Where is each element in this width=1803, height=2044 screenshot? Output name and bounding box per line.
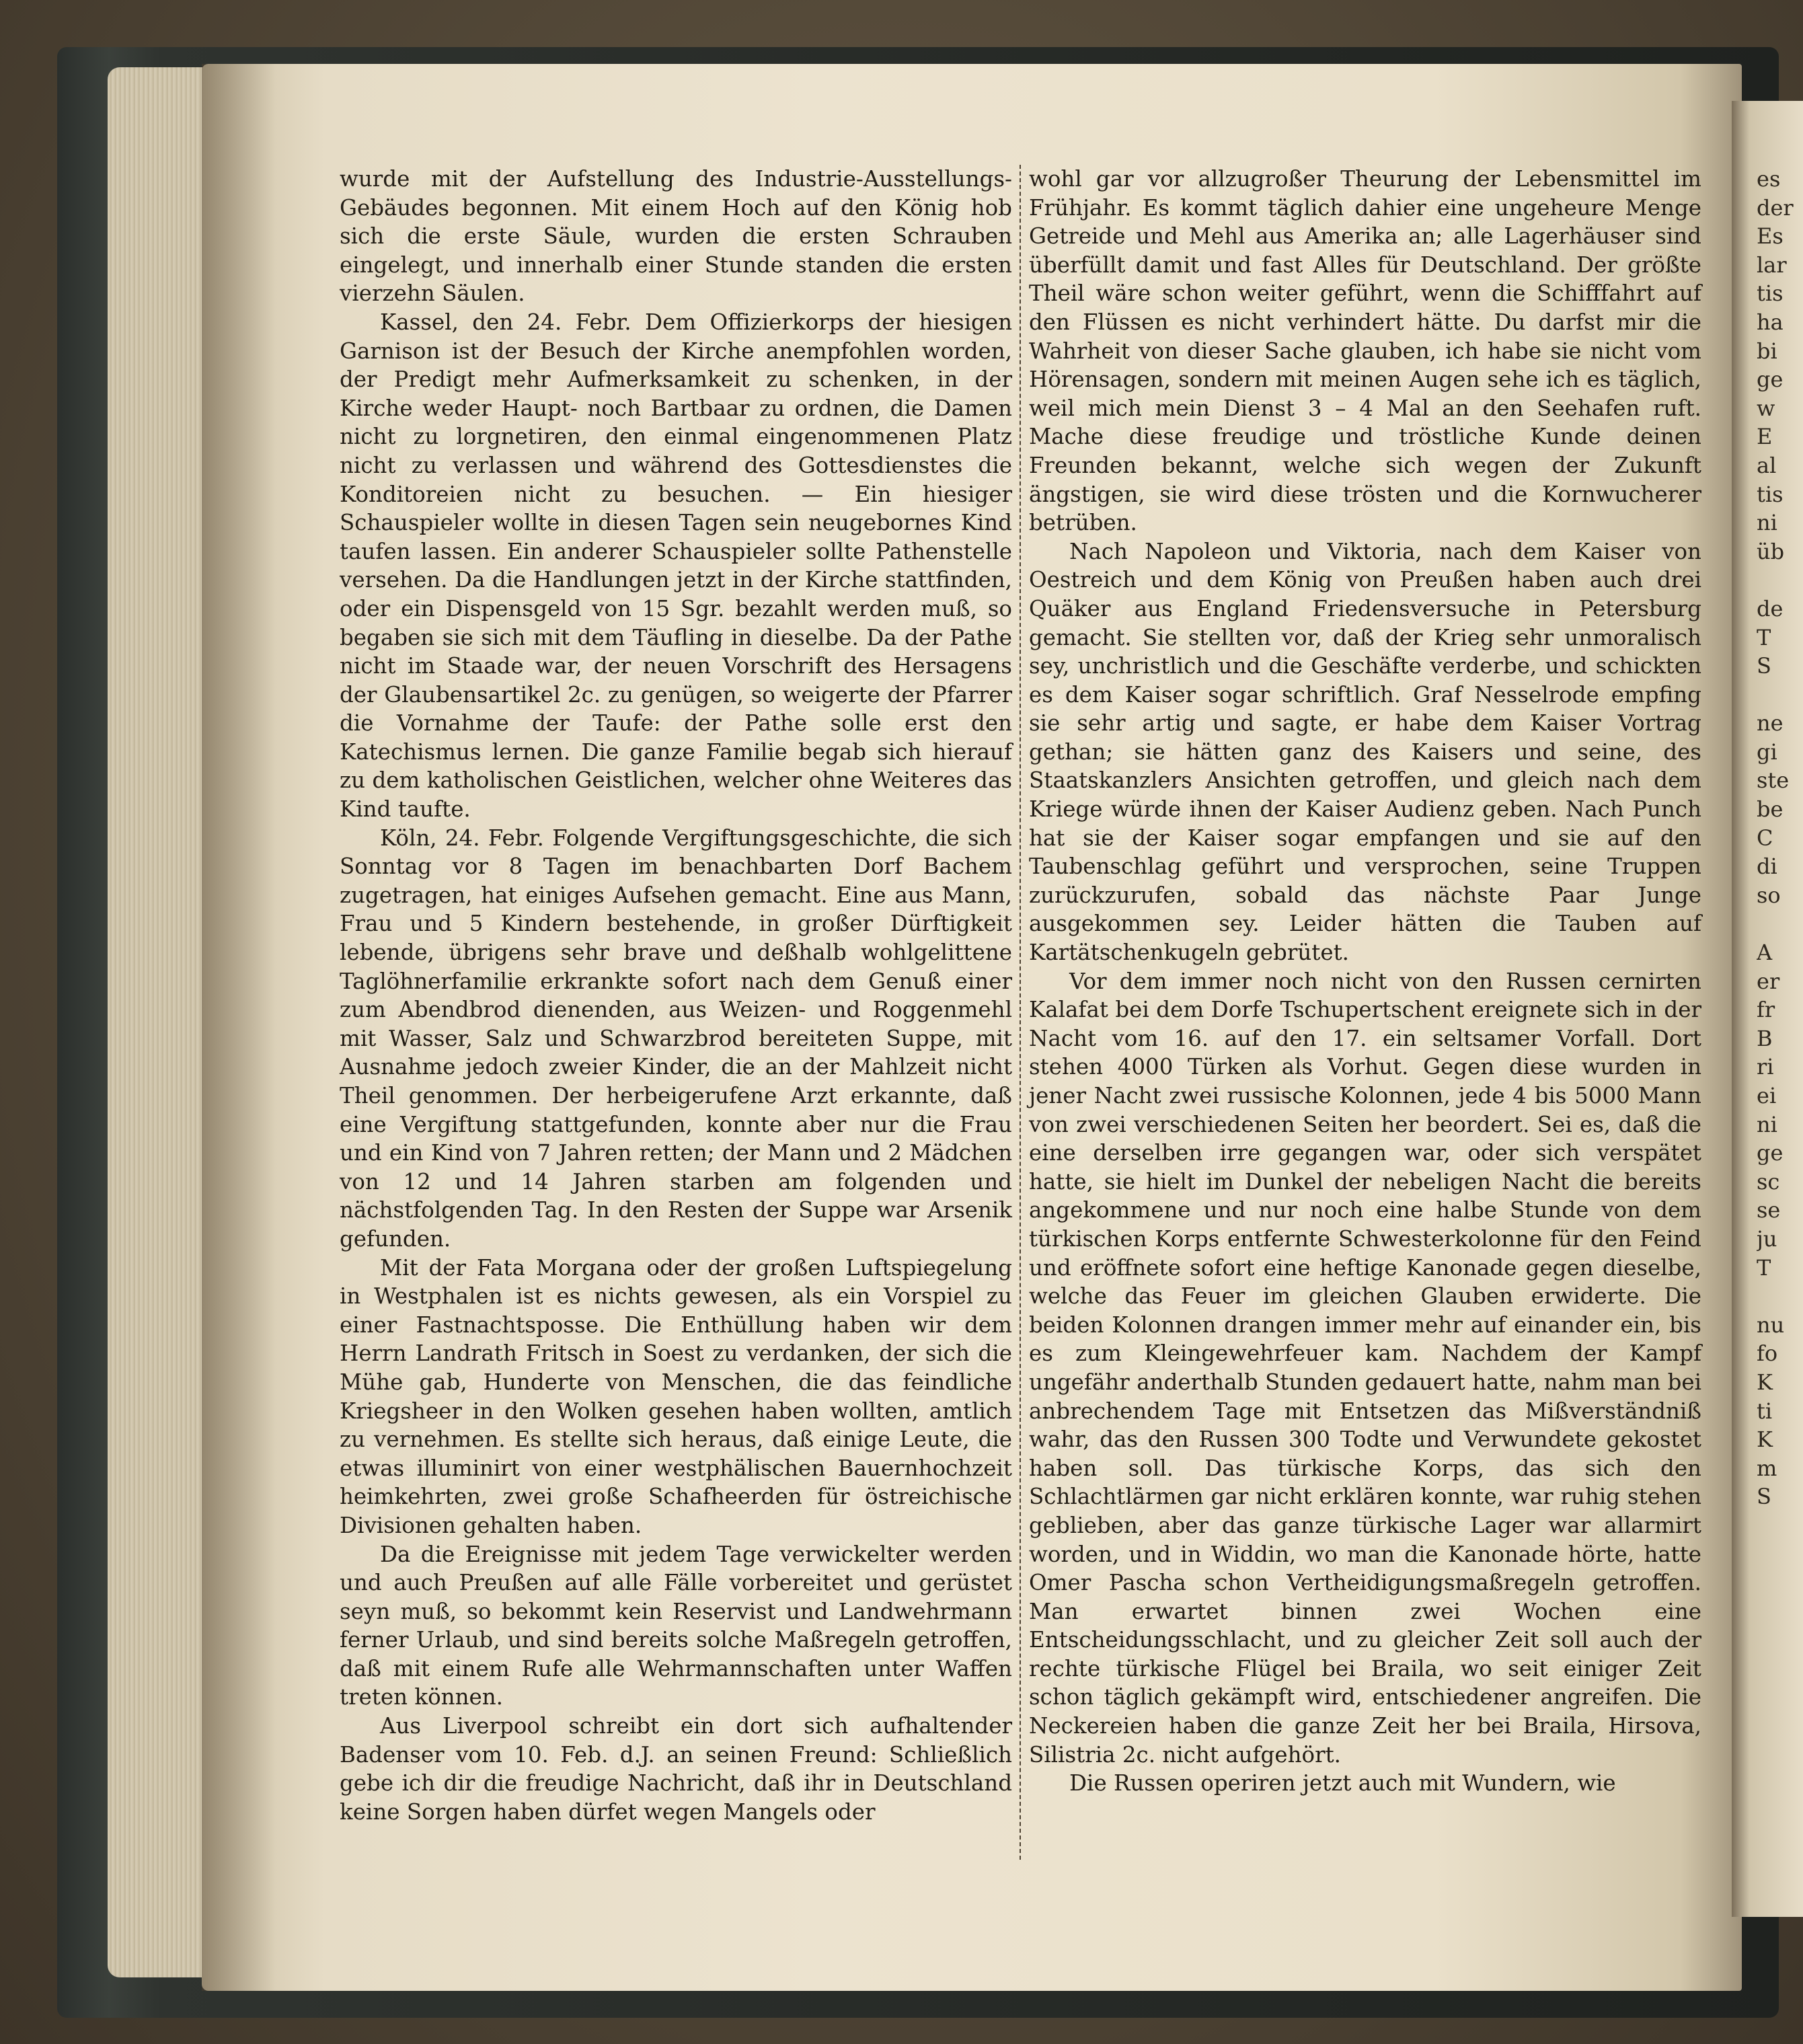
edge-fragment [1757,1282,1797,1311]
edge-fragment: es [1757,166,1781,192]
paragraph: wohl gar vor allzugroßer Theurung der Lebensmittel im Frühjahr. Es kommt täglich dahier eine ungeheure Menge Getreide und Mehl aus Amerika an; alle Lagerhäuser sind überfüllt damit und fast Alles für Deutschland. Der größte Theil wäre schon weiter geführt, wenn die Schifffahrt auf den Flüssen es nicht verhindert hätte. Du darfst mir die Wahrheit von dieser Sache glauben, ich habe sie nicht vom Hörensagen, sondern mit meinen Augen sehe ich es täglich, weil mich mein Dienst 3 – 4 Mal an den Seehafen ruft. Mache diese freudige und tröstliche Kunde deinen Freunden bekannt, welche sich wegen der Zukunft ängstigen, sie wird diese trösten und die Kornwucherer betrüben. [1029,166,1701,536]
edge-fragment: ste [1757,767,1790,794]
paragraph: Köln, 24. Febr. Folgende Vergiftungsgeschichte, die sich Sonntag vor 8 Tagen im benachbarten Dorf Bachem zugetragen, hat einiges Aufsehen gemacht. Eine aus Mann, Frau und 5 Kindern bestehende, in großer Dürftigkeit lebende, übrigens sehr brave und deßhalb wohlgelittene Taglöhnerfamilie erkrankte sofort nach dem Genuß einer zum Abendbrod dienenden, aus Weizen- und Roggenmehl mit Wasser, Salz und Schwarzbrod bereiteten Suppe, mit Ausnahme jedoch zweier Kinder, die an der Mahlzeit nicht Theil genommen. Der herbeigerufene Arzt erkannte, daß eine Vergiftung stattgefunden, konnte aber nur die Frau und ein Kind von 7 Jahren retten; der Mann und 2 Mädchen von 12 und 14 Jahren starben am folgenden und nächstfolgenden Tag. In den Resten der Suppe war Arsenik gefunden. [340,825,1012,1252]
edge-fragment: ti [1757,1398,1773,1424]
edge-fragment: sc [1757,1168,1780,1195]
edge-fragment: C [1757,825,1773,851]
edge-fragment [1757,909,1797,938]
edge-fragment: K [1757,1369,1773,1395]
edge-fragment [1757,681,1797,710]
edge-fragment: fo [1757,1340,1778,1367]
edge-fragment: A [1757,940,1773,966]
edge-fragment: ha [1757,309,1783,335]
edge-fragment: ju [1757,1225,1777,1252]
edge-fragment: T [1757,624,1771,650]
edge-fragment: er [1757,968,1780,994]
edge-fragment: ge [1757,367,1783,393]
edge-fragment: w [1757,395,1775,421]
edge-fragment: B [1757,1025,1773,1051]
edge-fragment: fr [1757,997,1775,1023]
edge-fragment: ne [1757,710,1783,736]
paragraph: Die Russen operiren jetzt auch mit Wundern, wie [1069,1770,1616,1796]
edge-fragment: der [1757,194,1794,221]
left-text-column [340,165,1012,1826]
edge-fragment: K [1757,1427,1773,1453]
paragraph: Da die Ereignisse mit jedem Tage verwickelter werden und auch Preußen auf alle Fälle vorbereitet und gerüstet seyn muß, so bekommt kein Reservist und Landwehrmann ferner Urlaub, und sind bereits solche Maßregeln getroffen, daß mit einem Rufe alle Wehrmannschaften unter Waffen treten können. [340,1541,1012,1710]
edge-fragment: ei [1757,1083,1777,1108]
paragraph: Vor dem immer noch nicht von den Russen cernirten Kalafat bei dem Dorfe Tschupertschent ereignete sich in der Nacht vom 16. auf den 17. ein seltsamer Vorfall. Dort stehen 4000 Türken als Vorhut. Gegen diese wurden in jener Nacht zwei russische Kolonnen, jede 4 bis 5000 Mann von zwei verschiedenen Seiten her beordert. Sei es, daß die eine derselben irre gegangen war, oder sich verspätet hatte, sie hielt im Dunkel der nebeligen Nacht die bereits angekommene und nur noch eine halbe Stunde von dem türkischen Korps entfernte Schwesterkolonne für den Feind und eröffnete sofort eine heftige Kanonade gegen dieselbe, welche das Feuer im gleichen Glauben erwiderte. Die beiden Kolonnen drangen immer mehr auf einander ein, bis es zum Kleingewehrfeuer kam. Nachdem der Kampf ungefähr anderthalb Stunden gedauert hatte, nahm man bei anbrechendem Tage mit Entsetzen das Mißverständniß wahr, das den Russen 300 Todte und Verwundete gekostet haben soll. Das türkische Korps, das sich den Schlachtlärmen gar nicht erklären konnte, war ruhig stehen geblieben, aber das ganze türkische Lager war allarmirt worden, und in Widdin, wo man die Kanonade hörte, hatte Omer Pascha schon Vertheidigungsmaßregeln getroffen. Man erwartet binnen zwei Wochen eine Entscheidungsschlacht, und zu gleicher Zeit soll auch der rechte türkische Flügel bei Braila, wo seit einiger Zeit schon täglich gekämpft wird, entschiedener angreifen. Die Neckereien haben die ganze Zeit her bei Braila, Hirsova, Silistria 2c. nicht aufgehört. [1029,968,1701,1768]
column-divider [1020,165,1021,1860]
edge-fragment: tis [1757,280,1783,307]
edge-fragment: ni [1757,510,1777,536]
edge-fragment: lar [1757,252,1787,278]
edge-fragment: bi [1757,338,1777,364]
next-page-text-fragments [1757,165,1797,1540]
edge-fragment: de [1757,595,1783,621]
edge-fragment: di [1757,854,1777,880]
edge-fragment [1757,1511,1797,1540]
paragraph: wurde mit der Aufstellung des Industrie-Ausstellungs-Gebäudes begonnen. Mit einem Hoch auf den König hob sich die erste Säule, wurden die ersten Schrauben eingelegt, und innerhalb einer Stunde standen die ersten vierzehn Säulen. [340,166,1012,307]
edge-fragment: S [1757,1484,1771,1510]
edge-fragment [1757,566,1797,595]
edge-fragment: E [1757,424,1773,450]
right-text-column [1029,165,1701,1798]
edge-fragment: S [1757,653,1771,679]
edge-fragment: ri [1757,1054,1774,1080]
edge-fragment: nu [1757,1312,1785,1338]
paragraph: Mit der Fata Morgana oder der großen Luftspiegelung in Westphalen ist es nichts gewesen, als ein Vorspiel zu einer Fastnachtsposse. Die Enthüllung haben wir dem Herrn Landrath Fritsch in Soest zu verdanken, der sich die Mühe gab, Hunderte von Menschen, die das feindliche Kriegsheer in den Wolken gesehen haben wollten, amtlich zu vernehmen. Es stellte sich heraus, daß einige Leute, die etwas illuminirt von einer westphälischen Bauernhochzeit heimkehrten, zwei große Schafheerden für östreichische Divisionen gehalten haben. [340,1254,1012,1538]
edge-fragment: al [1757,452,1777,478]
paragraph: Nach Napoleon und Viktoria, nach dem Kaiser von Oestreich und dem König von Preußen haben auch drei Quäker aus England Friedensversuche in Petersburg gemacht. Sie stellten vor, daß der Krieg sehr unmoralisch sey, unchristlich und die Geschäfte verderbe, und schickten es dem Kaiser sogar schriftlich. Graf Nesselrode empfing sie sehr artig und sagte, er habe dem Kaiser Vortrag gethan; sie hätten ganz des Kaisers und seine, des Staatskanzlers Ansichten getroffen, und gleich nach dem Kriege würde ihnen der Kaiser Audienz geben. Nach Punch hat sie der Kaiser sogar empfangen und sie auf den Taubenschlag geführt und versprochen, seine Truppen zurückzurufen, sobald das nächste Paar Junge ausgekommen sey. Leider hätten die Tauben auf Kartätschenkugeln gebrütet. [1029,538,1701,966]
edge-fragment: so [1757,882,1781,908]
edge-fragment: be [1757,796,1783,823]
edge-fragment: se [1757,1197,1781,1223]
paragraph: Kassel, den 24. Febr. Dem Offizierkorps der hiesigen Garnison ist der Besuch der Kirche anempfohlen worden, der Predigt mehr Aufmerksamkeit zu schenken, in der Kirche weder Haupt- noch Bartbaar zu ordnen, die Damen nicht zu lorgnetiren, den einmal eingenommenen Platz nicht zu verlassen und während des Gottesdienstes die Konditoreien nicht zu besuchen. — Ein hiesiger Schauspieler wollte in diesen Tagen sein neugebornes Kind taufen lassen. Ein anderer Schauspieler sollte Pathenstelle versehen. Da die Handlungen jetzt in der Kirche stattfinden, oder ein Dispensgeld von 15 Sgr. bezahlt werden muß, so begaben sie sich mit dem Täufling in dieselbe. Da der Pathe nicht im Staade war, der neuen Vorschrift des Hersagens der Glaubensartikel 2c. zu genügen, so weigerte der Pfarrer die Vornahme der Taufe: der Pathe solle erst den Katechismus lernen. Die ganze Familie begab sich hierauf zu dem katholischen Geistlichen, welcher ohne Weiteres das Kind taufte. [340,309,1012,823]
edge-fragment: T [1757,1254,1771,1281]
edge-fragment: Es [1757,223,1783,250]
edge-fragment: ge [1757,1140,1783,1166]
edge-fragment: m [1757,1455,1777,1481]
paragraph: Aus Liverpool schreibt ein dort sich aufhaltender Badenser vom 10. Feb. d.J. an seinen Freund: Schließlich gebe ich dir die freudige Nachricht, daß ihr in Deutschland keine Sorgen haben dürfet wegen Mangels oder [340,1713,1012,1825]
edge-fragment: gi [1757,739,1777,765]
edge-fragment: üb [1757,538,1785,564]
edge-fragment: ni [1757,1111,1777,1137]
edge-fragment: tis [1757,481,1783,507]
